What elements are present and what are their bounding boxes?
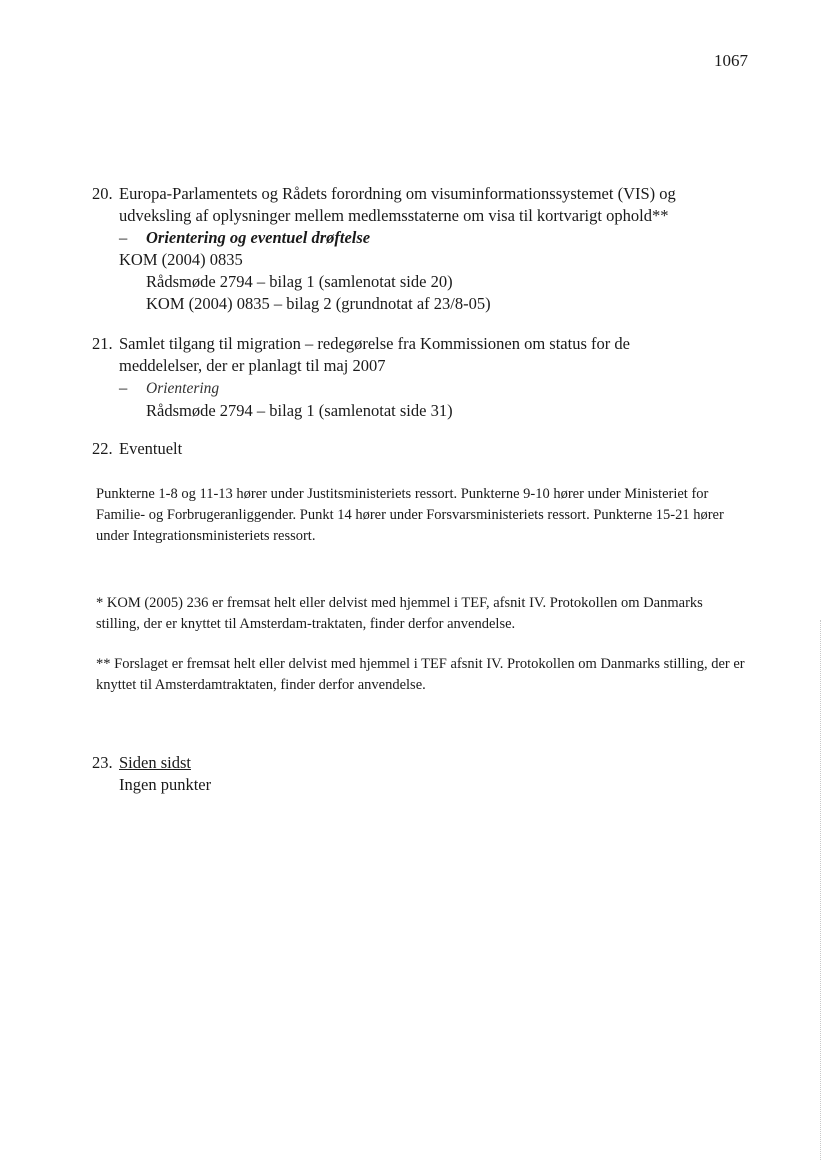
attachment-ref: Rådsmøde 2794 – bilag 1 (samlenotat side 20) xyxy=(146,272,453,291)
attachment-ref: Rådsmøde 2794 – bilag 1 (samlenotat side 31) xyxy=(146,401,453,420)
attachment-ref: KOM (2004) 0835 – bilag 2 (grundnotat af 23/8-05) xyxy=(146,294,491,313)
agenda-item-22 xyxy=(92,438,752,460)
item-number: 22. xyxy=(92,439,113,458)
item-title-line: Europa-Parlamentets og Rådets forordning om visuminformationssystemet (VIS) og xyxy=(119,184,676,203)
item-title-line: udveksling af oplysninger mellem medlemsstaterne om visa til kortvarigt ophold** xyxy=(119,206,669,225)
action-dash: – xyxy=(119,228,128,247)
agenda-item-21 xyxy=(92,333,752,422)
item-action xyxy=(119,227,752,249)
action-dash: – xyxy=(119,378,128,397)
action-label: Orientering xyxy=(146,380,220,397)
document-ref: KOM (2004) 0835 xyxy=(119,250,243,269)
footnote: * KOM (2005) 236 er fremsat helt eller delvist med hjemmel i TEF, afsnit IV. Protokollen om Danmarks stilling, der er knyttet til Amsterdam-traktaten, finder derfor anvendelse. xyxy=(96,595,703,632)
item-number: 23. xyxy=(92,753,113,772)
since-last-section xyxy=(92,752,752,796)
section-content: Ingen punkter xyxy=(119,775,212,794)
page-number: 1067 xyxy=(714,51,748,70)
item-number: 21. xyxy=(92,334,113,353)
item-number: 20. xyxy=(92,184,113,203)
footnote: ** Forslaget er fremsat helt eller delvist med hjemmel i TEF afsnit IV. Protokollen om Danmarks stilling, der er knyttet til Amsterdamtraktaten, finder derfor anvendelse. xyxy=(96,656,745,693)
action-label: Orientering og eventuel drøftelse xyxy=(146,228,371,247)
ressort-note: Punkterne 1-8 og 11-13 hører under Justitsministeriets ressort. Punkterne 9-10 hører under Ministeriet for Familie- og Forbrugeranliggender. Punkt 14 hører under Forsvarsministeriets ressort. Punkterne 15-21 hører under Integrationsministeriets ressort. xyxy=(96,486,724,544)
item-title-line: Samlet tilgang til migration – redegørelse fra Kommissionen om status for de xyxy=(119,334,630,353)
item-title: Eventuelt xyxy=(119,439,183,458)
item-title-line: meddelelser, der er planlagt til maj 2007 xyxy=(119,356,386,375)
agenda-item-20 xyxy=(92,183,752,315)
scan-edge-mark xyxy=(819,620,821,1160)
item-action xyxy=(119,377,752,400)
section-title: Siden sidst xyxy=(119,753,191,772)
